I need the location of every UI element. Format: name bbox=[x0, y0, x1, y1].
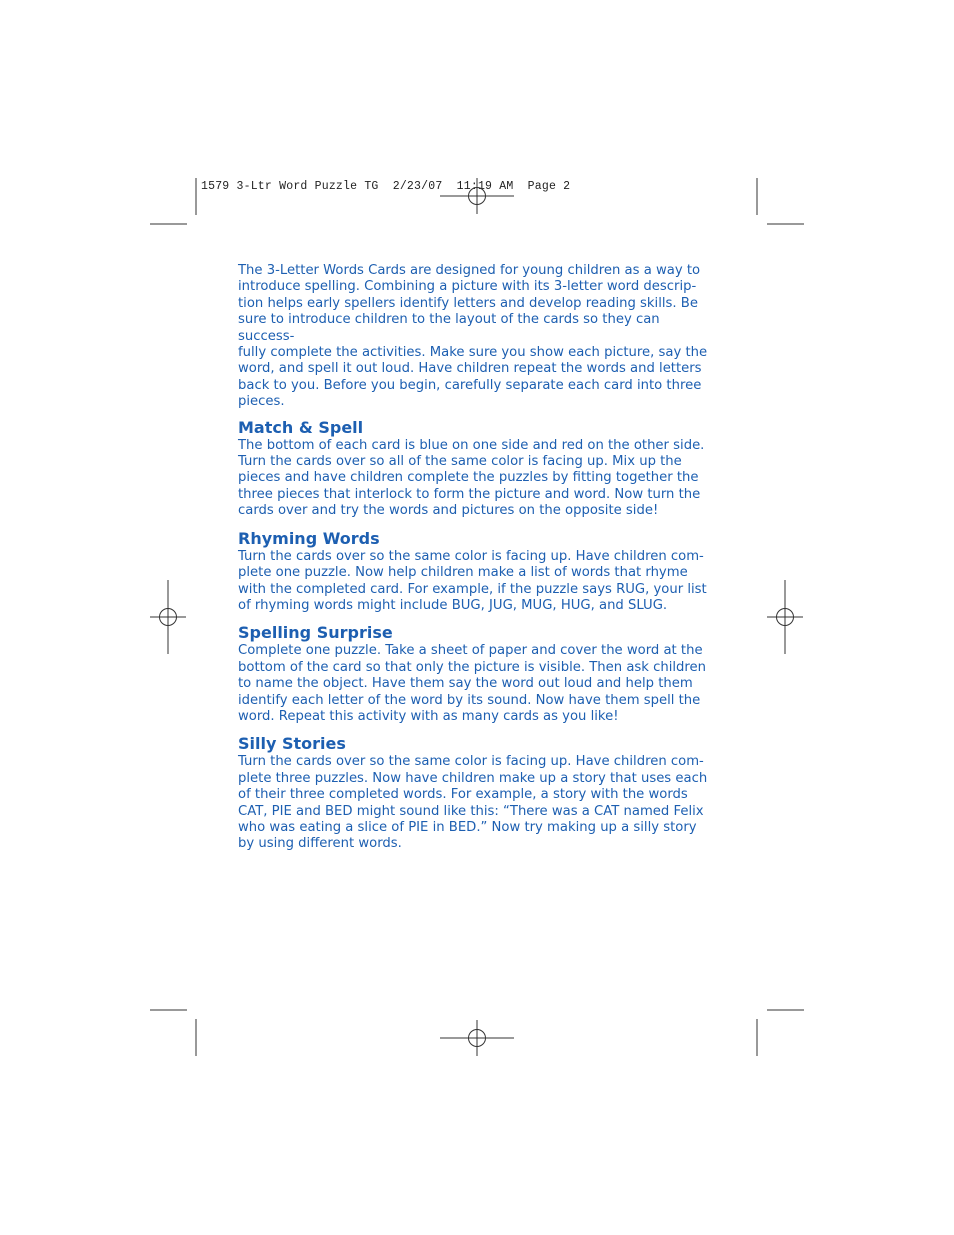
section-body: Complete one puzzle. Take a sheet of paper and cover the word at the bottom of the card so that only the picture is visible. Then ask children to name the object. Have them say the word out loud and help them identify each letter of the word by its sound. Now have them spell the word. Repeat this activity with as many cards as you like! bbox=[238, 643, 707, 724]
section-spelling-surprise bbox=[238, 623, 718, 725]
registration-mark-right bbox=[767, 580, 803, 654]
section-match-and-spell bbox=[238, 418, 718, 520]
section-body: Turn the cards over so the same color is facing up. Have children com- plete three puzzles. Now have children make up a story that uses each of their three completed words. For example, a story with the words CAT, PIE and BED might sound like this: “There was a CAT named Felix who was eating a slice of PIE in BED.” Now try making up a silly story by using different words. bbox=[238, 754, 708, 852]
print-slug-line: 1579 3-Ltr Word Puzzle TG 2/23/07 11:19 AM Page 2 bbox=[201, 180, 571, 193]
section-heading: Match & Spell bbox=[238, 417, 364, 437]
section-body: Turn the cards over so the same color is facing up. Have children com- plete one puzzle. Now help children make a list of words that rhyme with the completed card. For example, if the puzzle says RUG, your list of rhyming words might include BUG, JUG, MUG, HUG, and SLUG. bbox=[238, 548, 707, 613]
section-body: The bottom of each card is blue on one side and red on the other side. Turn the cards over so all of the same color is facing up. Mix up the pieces and have children complete the puzzles by fitting together the three pieces that interlock to form the picture and word. Now turn the cards over and try the words and pictures on the opposite side! bbox=[238, 437, 705, 519]
section-rhyming-words bbox=[238, 529, 718, 615]
registration-mark-left bbox=[150, 580, 186, 654]
section-heading: Silly Stories bbox=[238, 734, 346, 754]
registration-mark-bottom bbox=[440, 1020, 514, 1056]
section-heading: Rhyming Words bbox=[238, 528, 380, 548]
intro-paragraph: The 3-Letter Words Cards are designed for young children as a way to introduce spelling. Combining a picture with its 3-letter word descrip- tion helps early spellers identify letters and develop reading skills. Be sure to introduce children to the layout of the cards so they can success- fully complete the activities. Make sure you show each picture, say the word, and spell it out loud. Have children repeat the words and letters back to you. Before you begin, carefully separate each card into three pieces. bbox=[238, 263, 708, 410]
instructions-content bbox=[238, 263, 718, 853]
section-heading: Spelling Surprise bbox=[238, 623, 393, 643]
section-silly-stories bbox=[238, 734, 718, 852]
